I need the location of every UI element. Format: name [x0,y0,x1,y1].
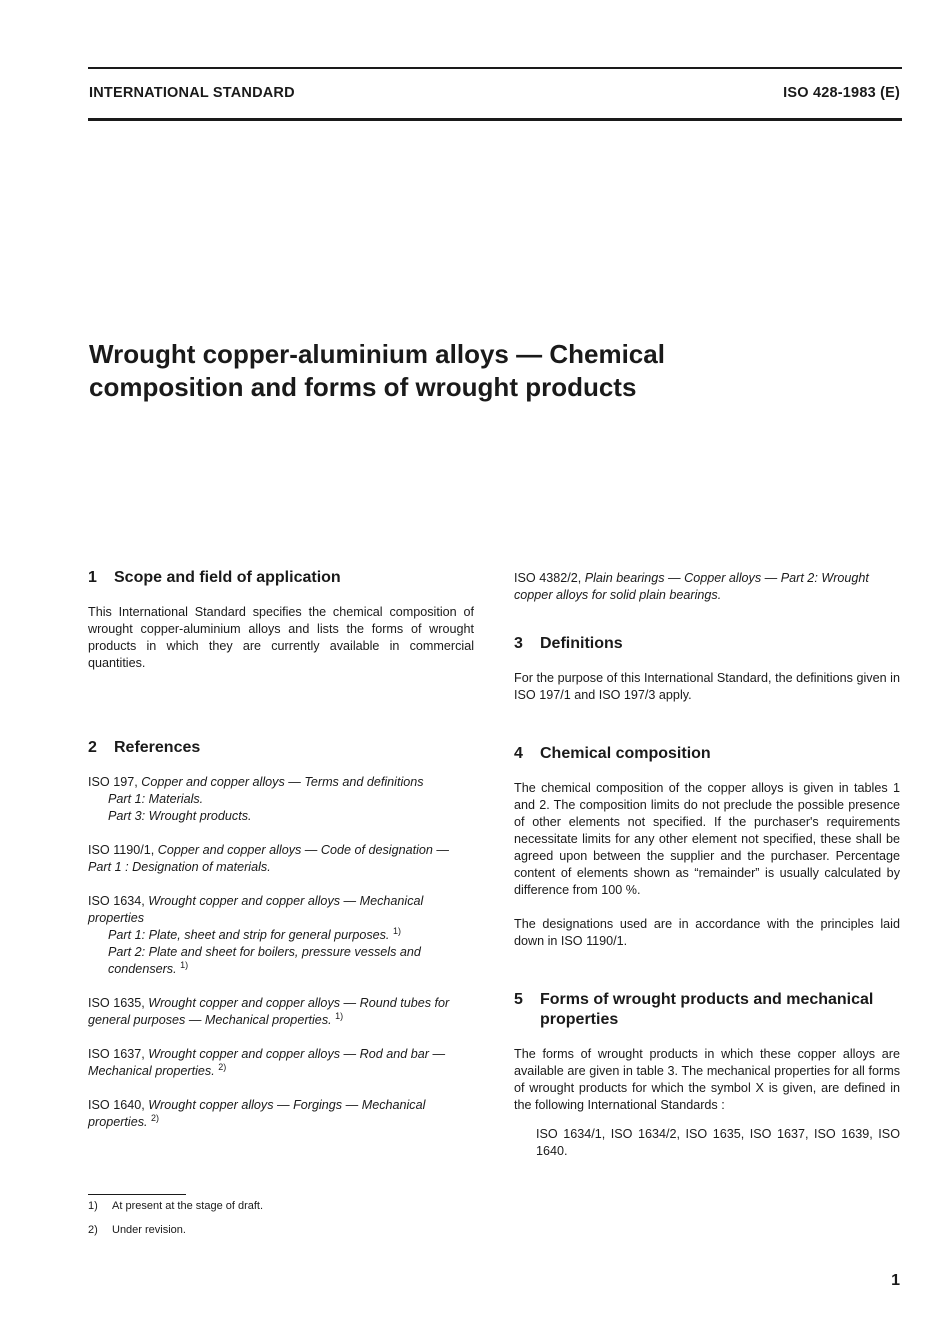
reference-part: Part 2: Plate and sheet for boilers, pressure vessels and condensers. [108,945,421,976]
footnote-ref: 1) [335,1011,344,1021]
document-number: ISO 428-1983 (E) [783,85,900,101]
reference-part: Part 1: Plate, sheet and strip for general purposes. [108,928,390,942]
section-chemical-composition [514,744,900,950]
reference-part-line [88,944,474,978]
reference-title: Wrought copper and copper alloys — Round tubes for general purposes — Mechanical properties. [88,996,450,1027]
reference-part: Part 1: Materials. [108,792,204,806]
footnote-2 [88,1224,186,1236]
section-title: Scope and field of application [114,569,341,586]
footnote-mark: 2) [88,1224,98,1236]
reference-iso-1640 [88,1097,474,1131]
section-title: Forms of wrought products and mechanical properties [540,991,874,1028]
reference-title: Copper and copper alloys — Terms and definitions [141,775,424,789]
section-number: 4 [514,745,523,762]
section-number: 3 [514,635,523,652]
footnote-1 [88,1200,263,1212]
footnote-ref: 1) [392,926,401,936]
reference-id: ISO 1637, [88,1047,145,1061]
reference-iso-1637 [88,1046,474,1080]
section-heading [514,990,900,1030]
section-references [88,738,474,1131]
scope-paragraph: This International Standard specifies the chemical composition of wrought copper-aluminium alloys and lists the forms of wrought products in which they are currently available in commercial quantities. [88,605,474,670]
section-number: 1 [88,569,97,586]
forms-paragraph: The forms of wrought products in which these copper alloys are available are given in table 3. The mechanical properties for all forms of wrought products for which the symbol X is given, are defined in the following International Standards : [514,1047,900,1112]
section-number: 2 [88,739,97,756]
standards-list: ISO 1634/1, ISO 1634/2, ISO 1635, ISO 1637, ISO 1639, ISO 1640. [536,1127,900,1158]
footnote-ref: 1) [180,960,189,970]
reference-id: ISO 1635, [88,996,145,1010]
reference-iso-4382-2 [514,570,900,604]
header-top-rule [88,67,902,69]
section-scope [88,568,474,672]
reference-iso-197 [88,774,474,825]
section-title: References [114,739,201,756]
footnote-text: Under revision. [112,1224,186,1236]
reference-title: Wrought copper and copper alloys — Rod and bar — Mechanical properties. [88,1047,446,1078]
document-type: INTERNATIONAL STANDARD [89,85,295,101]
reference-iso-1635 [88,995,474,1029]
footnote-text: At present at the stage of draft. [112,1200,264,1212]
reference-title: Wrought copper alloys — Forgings — Mechanical properties. [88,1098,426,1129]
page-title [89,338,889,404]
designations-paragraph: The designations used are in accordance with the principles laid down in ISO 1190/1. [514,917,900,948]
right-column [514,570,900,1160]
section-definitions [514,634,900,704]
reference-id: ISO 1190/1, [88,843,155,857]
reference-title: Wrought copper and copper alloys — Mechanical properties [88,894,424,925]
footnote-mark: 1) [88,1200,98,1212]
title-line-1: Wrought copper-aluminium alloys — Chemical [89,339,665,369]
section-title: Definitions [540,635,623,652]
left-column [88,568,474,1148]
reference-part: Part 3: Wrought products. [108,809,252,823]
page-number: 1 [891,1272,900,1289]
footnote-ref: 2) [218,1062,227,1072]
definitions-paragraph: For the purpose of this International Standard, the definitions given in ISO 197/1 and ISO 197/3 apply. [514,671,900,702]
reference-id: ISO 197, [88,775,138,789]
section-heading [88,568,474,588]
reference-id: ISO 4382/2, [514,571,582,585]
reference-title: Copper and copper alloys — Code of designation — Part 1 : Designation of materials. [88,843,450,874]
reference-iso-1190-1 [88,842,474,876]
reference-part-line [88,927,474,944]
composition-paragraph: The chemical composition of the copper alloys is given in tables 1 and 2. The composition limits do not preclude the possible presence of other elements not specified. If the purchaser's requirements necessitate limits for any other element not specified, these shall be agreed upon between the supplier and the purchaser. Percentage content of elements shown as “remainder” is usually calculated by difference from 100 %. [514,781,900,897]
section-number: 5 [514,991,523,1008]
reference-id: ISO 1640, [88,1098,145,1112]
section-heading [88,738,474,758]
section-forms [514,990,900,1160]
title-line-2: composition and forms of wrought products [89,372,637,402]
reference-title: Plain bearings — Copper alloys — Part 2: Wrought copper alloys for solid plain bearings. [514,571,869,602]
section-title: Chemical composition [540,745,711,762]
reference-id: ISO 1634, [88,894,145,908]
reference-iso-1634 [88,893,474,978]
section-heading [514,634,900,654]
header-bottom-rule [88,118,902,121]
section-heading [514,744,900,764]
footnote-ref: 2) [151,1113,160,1123]
footnote-rule [88,1194,186,1195]
